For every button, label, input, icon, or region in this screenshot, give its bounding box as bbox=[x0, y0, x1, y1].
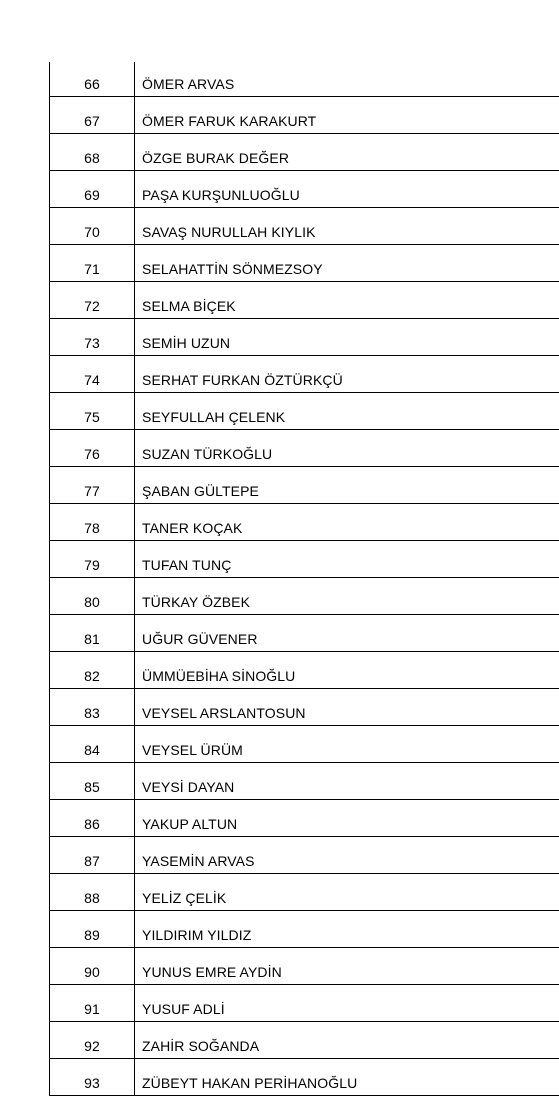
row-number: 90 bbox=[50, 948, 135, 985]
person-name: SEYFULLAH ÇELENK bbox=[135, 393, 559, 430]
table-row bbox=[50, 430, 559, 467]
row-number: 77 bbox=[50, 467, 135, 504]
row-number: 84 bbox=[50, 726, 135, 763]
person-name: ÖZGE BURAK DEĞER bbox=[135, 134, 559, 171]
table-row bbox=[50, 578, 559, 615]
table-row bbox=[50, 97, 559, 134]
row-number: 80 bbox=[50, 578, 135, 615]
row-number: 76 bbox=[50, 430, 135, 467]
table-row bbox=[50, 874, 559, 911]
person-name: UĞUR GÜVENER bbox=[135, 615, 559, 652]
row-number: 75 bbox=[50, 393, 135, 430]
person-name: SAVAŞ NURULLAH KIYLIK bbox=[135, 208, 559, 245]
person-name: SERHAT FURKAN ÖZTÜRKÇÜ bbox=[135, 356, 559, 393]
person-name: VEYSİ DAYAN bbox=[135, 763, 559, 800]
person-name: ZÜBEYT HAKAN PERİHANOĞLU bbox=[135, 1059, 559, 1096]
person-name: ÜMMÜEBİHA SİNOĞLU bbox=[135, 652, 559, 689]
table-row bbox=[50, 393, 559, 430]
person-name: PAŞA KURŞUNLUOĞLU bbox=[135, 171, 559, 208]
name-list-body bbox=[50, 62, 559, 1096]
table-row bbox=[50, 356, 559, 393]
table-row bbox=[50, 134, 559, 171]
table-row bbox=[50, 1059, 559, 1096]
table-row bbox=[50, 763, 559, 800]
table-row bbox=[50, 1022, 559, 1059]
row-number: 78 bbox=[50, 504, 135, 541]
name-list-table bbox=[49, 62, 559, 1096]
person-name: YUSUF ADLİ bbox=[135, 985, 559, 1022]
row-number: 85 bbox=[50, 763, 135, 800]
row-number: 91 bbox=[50, 985, 135, 1022]
table-row bbox=[50, 726, 559, 763]
table-row bbox=[50, 800, 559, 837]
row-number: 72 bbox=[50, 282, 135, 319]
person-name: ÖMER ARVAS bbox=[135, 62, 559, 97]
table-row bbox=[50, 504, 559, 541]
table-row bbox=[50, 985, 559, 1022]
person-name: TÜRKAY ÖZBEK bbox=[135, 578, 559, 615]
row-number: 74 bbox=[50, 356, 135, 393]
row-number: 86 bbox=[50, 800, 135, 837]
table-row bbox=[50, 467, 559, 504]
person-name: YILDIRIM YILDIZ bbox=[135, 911, 559, 948]
row-number: 70 bbox=[50, 208, 135, 245]
person-name: ŞABAN GÜLTEPE bbox=[135, 467, 559, 504]
person-name: SELAHATTİN SÖNMEZSOY bbox=[135, 245, 559, 282]
row-number: 92 bbox=[50, 1022, 135, 1059]
person-name: VEYSEL ÜRÜM bbox=[135, 726, 559, 763]
table-row bbox=[50, 171, 559, 208]
person-name: ZAHİR SOĞANDA bbox=[135, 1022, 559, 1059]
person-name: SEMİH UZUN bbox=[135, 319, 559, 356]
table-row bbox=[50, 652, 559, 689]
row-number: 88 bbox=[50, 874, 135, 911]
table-row bbox=[50, 689, 559, 726]
table-row bbox=[50, 837, 559, 874]
person-name: YASEMİN ARVAS bbox=[135, 837, 559, 874]
row-number: 68 bbox=[50, 134, 135, 171]
row-number: 79 bbox=[50, 541, 135, 578]
person-name: TANER KOÇAK bbox=[135, 504, 559, 541]
row-number: 89 bbox=[50, 911, 135, 948]
table-row bbox=[50, 62, 559, 97]
row-number: 71 bbox=[50, 245, 135, 282]
person-name: VEYSEL ARSLANTOSUN bbox=[135, 689, 559, 726]
person-name: YELİZ ÇELİK bbox=[135, 874, 559, 911]
row-number: 69 bbox=[50, 171, 135, 208]
table-row bbox=[50, 245, 559, 282]
table-row bbox=[50, 615, 559, 652]
row-number: 67 bbox=[50, 97, 135, 134]
row-number: 87 bbox=[50, 837, 135, 874]
person-name: SUZAN TÜRKOĞLU bbox=[135, 430, 559, 467]
row-number: 82 bbox=[50, 652, 135, 689]
table-row bbox=[50, 319, 559, 356]
person-name: YUNUS EMRE AYDİN bbox=[135, 948, 559, 985]
table-row bbox=[50, 948, 559, 985]
row-number: 93 bbox=[50, 1059, 135, 1096]
person-name: ÖMER FARUK KARAKURT bbox=[135, 97, 559, 134]
table-row bbox=[50, 282, 559, 319]
table-row bbox=[50, 911, 559, 948]
row-number: 83 bbox=[50, 689, 135, 726]
table-row bbox=[50, 208, 559, 245]
person-name: YAKUP ALTUN bbox=[135, 800, 559, 837]
row-number: 66 bbox=[50, 62, 135, 97]
person-name: SELMA BİÇEK bbox=[135, 282, 559, 319]
table-row bbox=[50, 541, 559, 578]
person-name: TUFAN TUNÇ bbox=[135, 541, 559, 578]
row-number: 81 bbox=[50, 615, 135, 652]
row-number: 73 bbox=[50, 319, 135, 356]
